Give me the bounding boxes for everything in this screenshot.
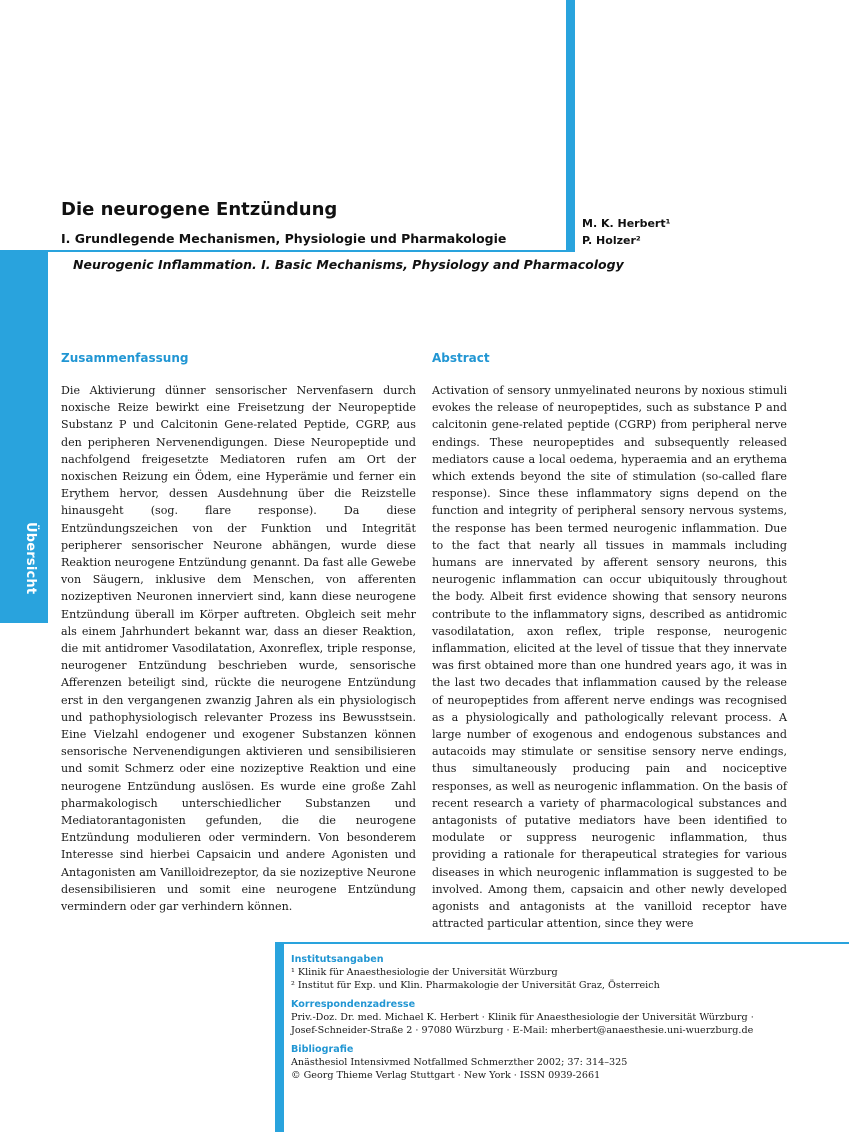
bibliography-heading: Bibliografie xyxy=(291,1044,354,1055)
english-title: Neurogenic Inflammation. I. Basic Mechanisms, Physiology and Pharmacology xyxy=(73,257,624,272)
correspondence-heading: Korrespondenzadresse xyxy=(291,999,416,1010)
correspondence-line-1: Priv.-Doz. Dr. med. Michael K. Herbert · Klinik für Anaesthesiologie der Universität Würzburg · xyxy=(291,1012,754,1023)
zusammenfassung-heading: Zusammenfassung xyxy=(61,351,189,365)
section-label: Übersicht xyxy=(23,522,38,595)
institutes-heading: Institutsangaben xyxy=(291,954,384,965)
abstract-text: Activation of sensory unmyelinated neurons by noxious stimuli evokes the release of neuropeptides, such as substance P and calcitonin gene-related peptide (CGRP) from peripheral nerve endings. These neuropeptides and subsequently released mediators cause a local oedema, hyperaemia and an erythema which extends beyond the site of stimulation (so-called flare response). Since these inflammatory signs depend on the function and integrity of peripheral sensory nervous systems, the response has been termed neurogenic inflammation. Due to the fact that nearly all tissues in mammals including humans are innervated by afferent sensory neurons, this neurogenic inflammation can occur ubiquitously throughout the body. Albeit first evidence showing that sensory neurons contribute to the inflammatory signs, described as antidromic vasodilatation, axon reflex, triple response, neurogenic inflammation, elicited at the level of tissue that they innervate was first obtained more than one hundred years ago, it was in the last two decades that inflammation caused by the release of neuropeptides from afferent nerve endings was recognised as a physiologically and pathologically relevant process. A large number of exogenous and endogenous substances and autacoids may stimulate or sensitise sensory nerve endings, thus simultaneously producing pain and nociceptive responses, as well as neurogenic inflammation. On the basis of recent research a variety of pharmacological substances and antagonists of putative mediators have been identified to modulate or suppress neurogenic inflammation, thus providing a rationale for therapeutical strategies for various diseases in which neurogenic inflammation is suggested to be involved. Among them, capsaicin and other newly developed agonists and antagonists at the vanilloid receptor have attracted particular attention, since they were xyxy=(432,384,787,931)
abstract-heading: Abstract xyxy=(432,351,490,365)
bibliography-line-2: © Georg Thieme Verlag Stuttgart · New York · ISSN 0939-2661 xyxy=(291,1070,601,1081)
institute-2: ² Institut für Exp. und Klin. Pharmakologie der Universität Graz, Österreich xyxy=(291,980,660,991)
institutes-block xyxy=(291,953,841,992)
correspondence-block xyxy=(291,998,841,1037)
article-title: Die neurogene Entzündung xyxy=(61,199,338,220)
section-side-tab xyxy=(0,250,48,857)
author-list xyxy=(582,215,670,249)
bibliography-line-1: Anästhesiol Intensivmed Notfallmed Schmerzther 2002; 37: 314–325 xyxy=(291,1057,628,1068)
accent-bar-top xyxy=(566,0,575,250)
bibliography-block xyxy=(291,1043,841,1082)
institute-1: ¹ Klinik für Anaesthesiologie der Universität Würzburg xyxy=(291,967,558,978)
title-rule xyxy=(0,250,575,252)
author-2: P. Holzer² xyxy=(582,234,641,247)
article-subtitle: I. Grundlegende Mechanismen, Physiologie und Pharmakologie xyxy=(61,231,507,246)
info-box-rule xyxy=(275,942,849,944)
author-1: M. K. Herbert¹ xyxy=(582,217,671,230)
page-number: 314 xyxy=(11,843,37,857)
info-box-bar xyxy=(275,942,284,1132)
zusammenfassung-text: Die Aktivierung dünner sensorischer Nervenfasern durch noxische Reize bewirkt eine Freisetzung der Neuropeptide Substanz P und Calcitonin Gene-related Peptide, CGRP, aus den peripheren Nervenendigungen. Diese Neuropeptide und nachfolgend freigesetzte Mediatoren rufen am Ort der noxischen Reizung ein Ödem, eine Hyperämie und ferner ein Erythem hervor, dessen Ausdehnung über die Reizstelle hinausgeht (sog. flare response). Da diese Entzündungszeichen von der Funktion und Integrität peripherer sensorischer Neurone abhängen, wurde diese Reaktion neurogene Entzündung genannt. Da fast alle Gewebe von Säugern, inklusive dem Menschen, von afferenten nozizeptiven Neuronen innerviert sind, kann diese neurogene Entzündung überall im Körper auftreten. Obgleich seit mehr als einem Jahrhundert bekannt war, dass an dieser Reaktion, die mit antidromer Vasodilatation, Axonreflex, triple response, neurogener Entzündung beschrieben wurde, sensorische Afferenzen beteiligt sind, rückte die neurogene Entzündung erst in den vergangenen zwanzig Jahren als ein physiologisch und pathophysiologisch relevanter Prozess ins Bewusstsein. Eine Vielzahl endogener und exogener Substanzen können sensorische Nervenendigungen aktivieren und sensibilisieren und somit Schmerz oder eine nozizeptive Reaktion und eine neurogene Entzündung auslösen. Es wurde eine große Zahl pharmakologisch unterschiedlicher Substanzen und Mediatorantagonisten gefunden, die die neurogene Entzündung modulieren oder vermindern. Von besonderem Interesse sind hierbei Capsaicin und andere Agonisten und Antagonisten am Vanilloidrezeptor, da sie nozizeptive Neurone desensibilisieren und somit eine neurogene Entzündung vermindern oder gar verhindern können. xyxy=(61,384,416,914)
correspondence-line-2: Josef-Schneider-Straße 2 · 97080 Würzburg · E-Mail: mherbert@anaesthesie.uni-wuerzburg.de xyxy=(291,1025,754,1036)
